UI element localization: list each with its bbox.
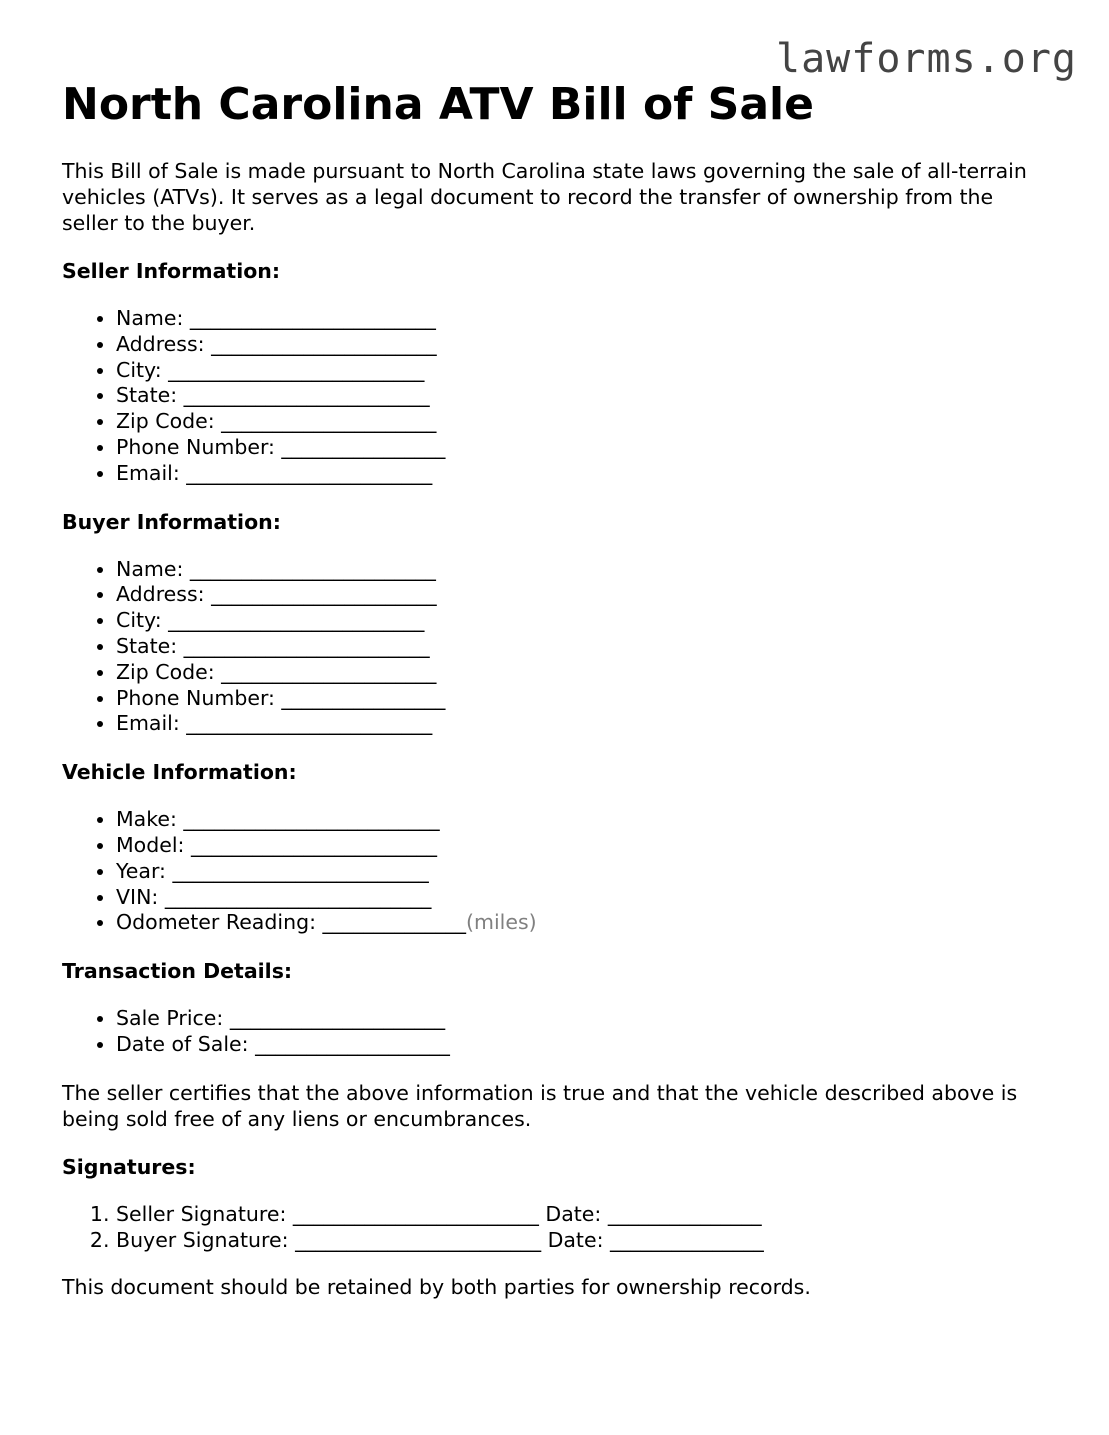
- vehicle-odometer-field[interactable]: [116, 910, 1052, 936]
- transaction-heading: Transaction Details:: [62, 959, 293, 984]
- seller-name-field[interactable]: • Name: ________________________: [116, 306, 1052, 332]
- vehicle-heading: Vehicle Information:: [62, 760, 297, 785]
- odometer-label: Odometer Reading: ______________: [116, 910, 467, 935]
- buyer-heading: Buyer Information:: [62, 509, 281, 534]
- signatures-heading: Signatures:: [62, 1154, 196, 1179]
- watermark-logo: lawforms.org: [776, 36, 1077, 82]
- buyer-signature-line[interactable]: 2. Buyer Signature: ________________________ Date: _______________: [116, 1228, 1052, 1254]
- vehicle-make-field[interactable]: • Make: _________________________: [116, 807, 1052, 833]
- sale-price-field[interactable]: • Sale Price: _____________________: [116, 1006, 1052, 1032]
- seller-zip-field[interactable]: • Zip Code: _____________________: [116, 409, 1052, 435]
- buyer-name-field[interactable]: • Name: ________________________: [116, 557, 1052, 583]
- seller-city-field[interactable]: • City: _________________________: [116, 358, 1052, 384]
- buyer-city-field[interactable]: • City: _________________________: [116, 608, 1052, 634]
- seller-email-field[interactable]: • Email: ________________________: [116, 461, 1052, 487]
- buyer-list: [62, 557, 1052, 738]
- buyer-address-field[interactable]: • Address: ______________________: [116, 582, 1052, 608]
- buyer-state-field[interactable]: • State: ________________________: [116, 634, 1052, 660]
- seller-address-field[interactable]: • Address: ______________________: [116, 332, 1052, 358]
- document-page: [62, 78, 1052, 1300]
- certification-paragraph: The seller certifies that the above information is true and that the vehicle described above is being sold free of any liens or encumbrances.: [62, 1080, 1018, 1131]
- seller-heading: Seller Information:: [62, 259, 281, 283]
- buyer-phone-field[interactable]: • Phone Number: ________________: [116, 686, 1052, 712]
- odometer-unit-hint: (miles): [466, 910, 537, 935]
- date-of-sale-field[interactable]: • Date of Sale: ___________________: [116, 1032, 1052, 1058]
- vehicle-year-field[interactable]: • Year: _________________________: [116, 859, 1052, 885]
- signatures-list: [62, 1202, 1052, 1254]
- vehicle-list: [62, 807, 1052, 936]
- intro-paragraph: This Bill of Sale is made pursuant to North Carolina state laws governing the sale of all-terrain vehicles (ATVs). It serves as a legal document to record the transfer of ownership from the seller to the buyer.: [62, 159, 1027, 235]
- seller-signature-line[interactable]: 1. Seller Signature: ________________________ Date: _______________: [116, 1202, 1052, 1228]
- seller-phone-field[interactable]: • Phone Number: ________________: [116, 435, 1052, 461]
- buyer-zip-field[interactable]: • Zip Code: _____________________: [116, 660, 1052, 686]
- retention-note: This document should be retained by both parties for ownership records.: [62, 1275, 811, 1300]
- vehicle-model-field[interactable]: • Model: ________________________: [116, 833, 1052, 859]
- vehicle-vin-field[interactable]: • VIN: __________________________: [116, 885, 1052, 911]
- page-title: North Carolina ATV Bill of Sale: [62, 79, 814, 130]
- buyer-email-field[interactable]: • Email: ________________________: [116, 711, 1052, 737]
- transaction-list: [62, 1006, 1052, 1058]
- seller-state-field[interactable]: • State: ________________________: [116, 383, 1052, 409]
- seller-list: [62, 306, 1052, 487]
